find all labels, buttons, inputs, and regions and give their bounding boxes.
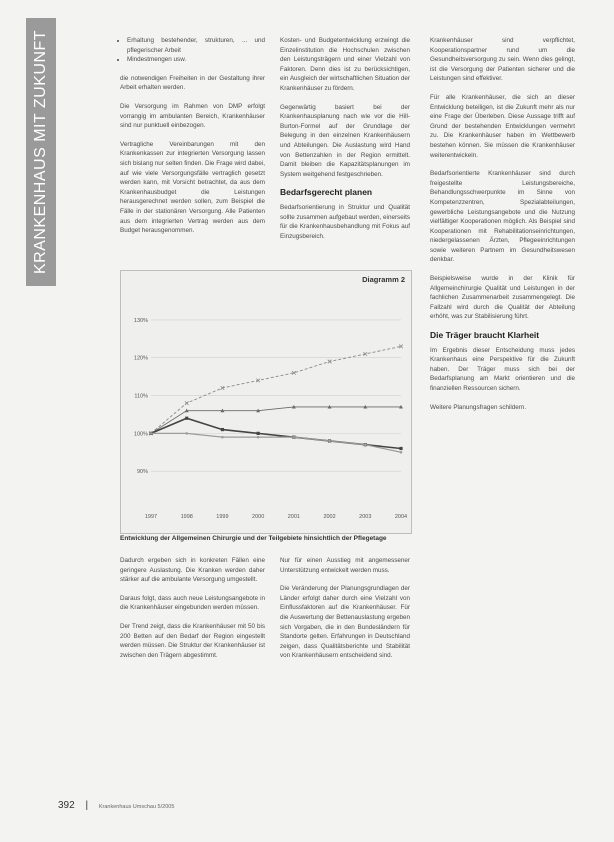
series-line <box>151 407 401 433</box>
y-tick-label: 110% <box>134 393 148 400</box>
column-2-top <box>280 36 410 250</box>
data-point <box>257 432 260 435</box>
y-tick-label: 130% <box>133 317 148 324</box>
diagram-box <box>120 270 412 534</box>
data-point <box>185 401 189 405</box>
y-tick-label: 120% <box>133 355 148 362</box>
section-heading: Bedarfsgerecht planen <box>280 187 373 198</box>
series-line <box>151 433 401 452</box>
paragraph: Nur für einen Ausstieg mit angemessener Unterstützung entwickelt werden muss. <box>280 557 410 574</box>
y-tick-label: 90% <box>136 469 148 476</box>
bullet-item: • Mindestmengen usw. <box>127 55 265 65</box>
data-point <box>400 451 403 454</box>
paragraph: Dadurch ergeben sich in konkreten Fällen eine geringere Auslastung. Die Kranken werden daher stärker auf die ambulante Versorgung umgestellt. <box>120 557 265 584</box>
y-tick-label: 100% <box>133 431 148 438</box>
x-tick-label: 1998 <box>180 514 193 520</box>
paragraph: Weitere Planungsfragen schildern. <box>430 403 527 411</box>
data-point <box>150 432 153 435</box>
footer-divider: | <box>85 800 89 811</box>
paragraph: Gegenwärtig basiert bei der Krankenhausplanung nach wie vor die Hill-Burton-Formel auf der Grundlage der Belegung in den einzelnen Krankenhäusern und Abteilungen. Die Auslastung wird Hand von Bettenzahlen in der Region ermittelt. Damit bleiben die Kapazitätsplanungen im System weitgehend festgeschrieben. <box>280 103 410 178</box>
page-number: 392 <box>58 800 75 811</box>
paragraph: Für alle Krankenhäuser, die sich an dieser Entwicklung beteiligen, ist die Zukunft mehr als nur eine Frage der Überleben. Diese Aussage trifft auf Grund der bestehenden Entwicklungen vermehrt zu. Die Krankenhäuser haben im Wettbewerb bestehen können. Sie müssen die Krankenhäuser weiterentwickeln. <box>430 93 575 159</box>
data-point <box>399 447 402 450</box>
page-footer <box>58 800 174 811</box>
x-tick-label: 2001 <box>287 514 300 520</box>
paragraph: Daraus folgt, dass auch neue Leistungsangebote in die Krankenhäuser eingebunden werden müssen. <box>120 594 265 612</box>
column-1-top <box>120 36 265 245</box>
footer-source: Krankenhaus Umschau 5/2005 <box>98 804 175 810</box>
line-chart <box>121 271 411 533</box>
column-1-lower <box>120 556 265 669</box>
diagram-label: Diagramm 2 <box>362 275 405 284</box>
paragraph: Im Ergebnis dieser Entscheidung muss jedes Krankenhaus eine Perspektive für die Zukunft haben. Der Träger muss sich bei der Bedarfsplanung am Markt orientieren und die finanziellen Ressourcen sichern. <box>430 346 575 392</box>
paragraph: Vertragliche Vereinbarungen mit den Krankenkassen zur integrierten Versorgung lassen sich bislang nur selten finden. Die Frage wird dabei, auf wie viele Versorgungsfälle vertraglich gesetzt werden kann, mit Vorsicht betrachtet, da aus dem Krankenhausbudget die Leistungen herausgerechnet werden sollen, zum Beispiel die Fälle in der stationären Versorgung. Alle Patienten aus dem integrierten Vertrag werden aus dem Budget herausgenommen. <box>120 140 265 235</box>
column-2-lower <box>280 556 410 670</box>
data-point <box>221 436 224 439</box>
data-point <box>328 440 331 443</box>
x-tick-label: 2003 <box>359 514 372 520</box>
paragraph: die notwendigen Freiheiten in der Gestaltung ihrer Arbeit erhalten werden. <box>120 74 265 92</box>
bullet-list <box>120 36 265 65</box>
data-point <box>257 436 260 439</box>
data-point <box>185 432 188 435</box>
data-point <box>364 443 367 446</box>
x-tick-label: 1997 <box>144 514 158 520</box>
x-tick-label: 2000 <box>252 514 265 520</box>
data-point <box>293 436 296 439</box>
paragraph: Bedarfsorientierte Krankenhäuser sind durch freigestellte Leistungsbereiche, Behandlungsschwerpunkte im Sinne von Kompetenzzentren, Spezialabteilungen, gewerbliche Leistungsangebote und die Nutzung vielfältiger Kooperationen möglich. Als Beispiel sind Kooperationen mit Rehabilitationseinrichtungen, niedergelassenen Ärzten, Pflegeeinrichtungen sowie weiteren Partnern im Gesundheitswesen denkbar. <box>430 170 575 264</box>
data-point <box>221 428 224 431</box>
paragraph: Kosten- und Budgetentwicklung erzwingt die Einzelinstitution die Hochschulen zwischen den Leistungsträgern und einer Vielzahl von Faktoren. Denn dies ist zu berücksichtigen, ein Ausgleich der wirtschaftlichen Situation der Krankenhäuser zu fördern. <box>280 37 410 92</box>
series-line <box>151 346 401 433</box>
x-tick-label: 2004 <box>394 514 408 520</box>
column-3 <box>430 36 575 421</box>
x-tick-label: 1999 <box>216 514 229 520</box>
paragraph: Krankenhäuser sind verpflichtet, Kooperationspartner rund um die Gesundheitsversorgung zu sein. Wenn dies gelingt, ist die Versorgung der Patienten sicherer und die Leistungen sind effektiver. <box>430 37 575 83</box>
section-title-band <box>26 18 56 286</box>
paragraph: Bedarfsorientierung in Struktur und Qualität sollte zusammen aufgebaut werden, einerseits für die Krankenhausbehandlung mit Fokus auf Einzugsbereich. <box>280 203 410 240</box>
section-title: KRANKENHAUS MIT ZUKUNFT <box>32 29 49 275</box>
bullet-item: • Erhaltung bestehender, strukturen, ... und pflegerischer Arbeit <box>127 36 265 55</box>
diagram-caption: Entwicklung der Allgemeinen Chirurgie und der Teilgebiete hinsichtlich der Pflegetage <box>120 535 387 542</box>
paragraph: Beispielsweise wurde in der Klinik für Allgemeinchirurgie Qualität und Leistungen in der fachlichen Zusammenarbeit zusammengelegt. Die Fallzahl wird durch die Qualität der Abteilung erhöht, was zur Stabilisierung führt. <box>430 275 575 321</box>
x-tick-label: 2002 <box>323 514 336 520</box>
paragraph: Die Veränderung der Planungsgrundlagen der Länder erfolgt daher durch eine Vielzahl von Einflussfaktoren auf die Krankenhäuser. Für die Auswertung der Bettenauslastung ergeben sich Vorgaben, die in den Bundesländern für Standorte gelten. Erfahrungen in Deutschland zeigen, dass Qualitätsberichte und Stabilität von Krankenhäusern entscheidend sind. <box>280 585 410 660</box>
data-point <box>185 417 188 420</box>
paragraph: Die Versorgung im Rahmen von DMP erfolgt vorrangig im ambulanten Bereich, Krankenhäuser sind nur punktuell einbezogen. <box>120 102 265 130</box>
section-heading: Die Träger braucht Klarheit <box>430 330 540 341</box>
paragraph: Der Trend zeigt, dass die Krankenhäuser mit 50 bis 200 Betten auf den Bedarf der Region eingestellt werden müssen. Die Struktur der Krankenhäuser ist zwischen den Trägern abgestimmt. <box>120 622 265 659</box>
